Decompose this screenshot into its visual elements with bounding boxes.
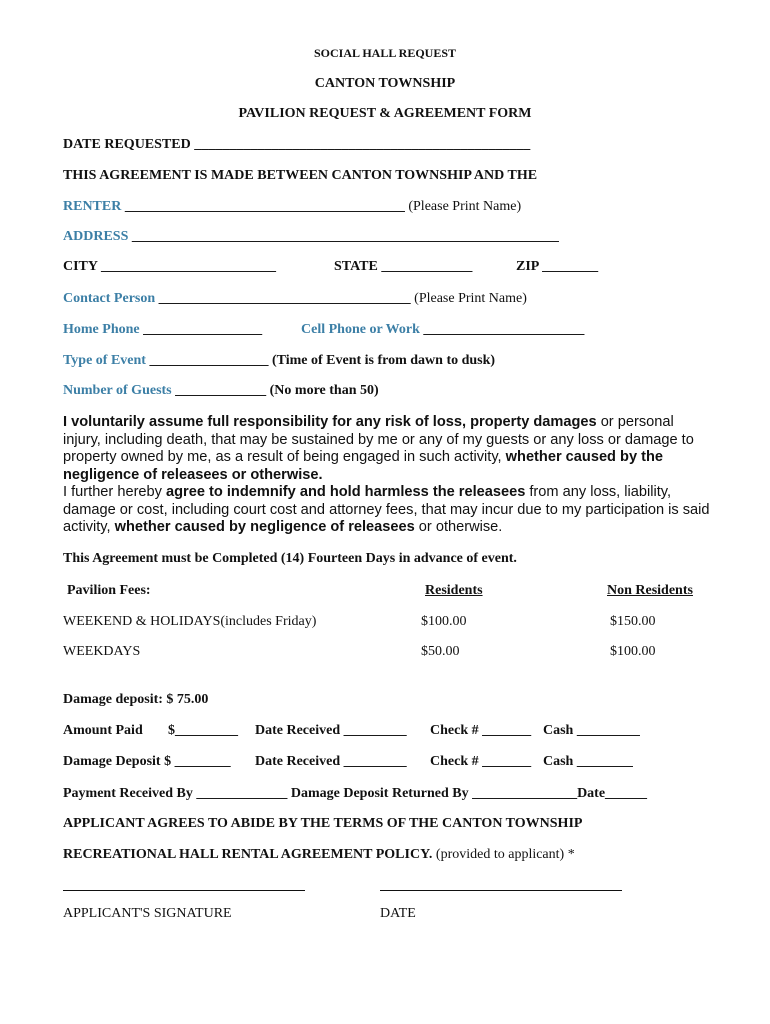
fee-row-nonresidents: $100.00 <box>610 644 656 659</box>
date-received-field[interactable]: Date Received _________ <box>255 723 407 738</box>
home-phone-label: Home Phone <box>63 322 140 337</box>
waiver-p1-bold-2: whether caused by the negligence of releasees or otherwise. <box>63 449 664 483</box>
signature-date-line[interactable] <box>380 890 622 891</box>
advance-notice: This Agreement must be Completed (14) Fourteen Days in advance of event. <box>63 551 517 566</box>
renter-hint: (Please Print Name) <box>408 199 522 214</box>
renter-label: RENTER <box>63 199 122 214</box>
waiver-p2-text-2: from any loss, liability, damage or cost, including court cost and attorney fees, that may incur due to my participation is said activity, <box>63 484 710 535</box>
event-time-note: (Time of Event is from dawn to dusk) <box>271 353 496 368</box>
home-phone-row <box>63 322 262 338</box>
home-phone-field[interactable]: _________________ <box>143 322 263 337</box>
event-type-label: Type of Event <box>63 353 146 368</box>
renter-name-field[interactable]: ________________________________________ <box>124 199 405 214</box>
signature-date-label: DATE <box>380 906 416 921</box>
waiver-paragraph-1 <box>63 414 713 484</box>
fee-row-residents: $100.00 <box>421 614 467 629</box>
terms-policy-name: RECREATIONAL HALL RENTAL AGREEMENT POLICY. <box>63 847 433 862</box>
form-header-township: CANTON TOWNSHIP <box>314 76 456 91</box>
cell-phone-field[interactable]: _______________________ <box>423 322 585 337</box>
contact-label: Contact Person <box>63 291 156 306</box>
damage-deposit-amount: Damage deposit: $ 75.00 <box>63 692 209 707</box>
waiver-p2-text-1: I further hereby <box>63 484 167 500</box>
residents-column-header: Residents <box>425 583 483 598</box>
zip-field[interactable]: ZIP ________ <box>516 259 599 274</box>
check-number-field[interactable]: Check # _______ <box>430 723 532 738</box>
pavilion-fees-title: Pavilion Fees: <box>67 583 151 598</box>
waiver-p2-bold-1: agree to indemnify and hold harmless the releasees <box>166 484 526 500</box>
applicant-signature-line[interactable] <box>63 890 305 891</box>
waiver-p1-text: or personal injury, including death, that may be sustained by me or any of my guests or any loss or damage to property owned by me, as a result of being engaged in such activity, <box>63 414 694 465</box>
form-header-social-hall: SOCIAL HALL REQUEST <box>313 46 457 60</box>
city-field[interactable]: CITY _________________________ <box>63 259 276 274</box>
payment-received-by-row[interactable]: Payment Received By _____________ Damage Deposit Returned By _______________Date______ <box>63 786 648 801</box>
address-label: ADDRESS <box>63 229 129 244</box>
amount-paid-field[interactable]: $_________ <box>168 723 238 738</box>
address-field[interactable]: _____________________________________________________________ <box>131 229 559 244</box>
renter-row <box>63 199 521 215</box>
agreement-intro: THIS AGREEMENT IS MADE BETWEEN CANTON TOWNSHIP AND THE <box>63 168 538 183</box>
guests-label: Number of Guests <box>63 383 172 398</box>
fee-row-nonresidents: $150.00 <box>610 614 656 629</box>
fee-row-label: WEEKEND & HOLIDAYS(includes Friday) <box>63 614 317 629</box>
cell-phone-label: Cell Phone or Work <box>301 322 420 337</box>
cell-phone-row <box>301 322 584 338</box>
deposit-date-received-field[interactable]: Date Received _________ <box>255 754 407 769</box>
address-row <box>63 229 559 245</box>
guests-field[interactable]: _____________ <box>175 383 267 398</box>
waiver-p2-bold-2: whether caused by negligence of releasees <box>114 519 415 535</box>
waiver-p2-text-3: or otherwise. <box>414 519 503 535</box>
fee-row-residents: $50.00 <box>421 644 460 659</box>
event-type-field[interactable]: _________________ <box>149 353 269 368</box>
waiver-p1-bold-1: I voluntarily assume full responsibility for any risk of loss, property damages <box>63 414 597 430</box>
event-type-row <box>63 353 495 369</box>
amount-paid-label: Amount Paid <box>63 723 143 738</box>
state-field[interactable]: STATE _____________ <box>334 259 473 274</box>
fee-row-label: WEEKDAYS <box>63 644 141 659</box>
deposit-check-number-field[interactable]: Check # _______ <box>430 754 532 769</box>
guests-note: (No more than 50) <box>269 383 379 398</box>
deposit-cash-field[interactable]: Cash ________ <box>543 754 633 769</box>
nonresidents-column-header: Non Residents <box>607 583 693 598</box>
cash-field[interactable]: Cash _________ <box>543 723 640 738</box>
applicant-signature-label: APPLICANT'S SIGNATURE <box>63 906 232 921</box>
waiver-paragraph-2 <box>63 484 713 537</box>
terms-line-2 <box>63 847 575 863</box>
guests-row <box>63 383 379 399</box>
form-title: PAVILION REQUEST & AGREEMENT FORM <box>238 106 532 121</box>
contact-name-field[interactable]: ____________________________________ <box>158 291 411 306</box>
date-requested-field[interactable]: DATE REQUESTED ________________________________________________ <box>63 137 531 152</box>
damage-deposit-field[interactable]: Damage Deposit $ ________ <box>63 754 231 769</box>
contact-row <box>63 291 527 307</box>
terms-line-1: APPLICANT AGREES TO ABIDE BY THE TERMS OF THE CANTON TOWNSHIP <box>63 816 583 831</box>
contact-hint: (Please Print Name) <box>414 291 527 306</box>
terms-policy-note: (provided to applicant) * <box>435 847 575 862</box>
